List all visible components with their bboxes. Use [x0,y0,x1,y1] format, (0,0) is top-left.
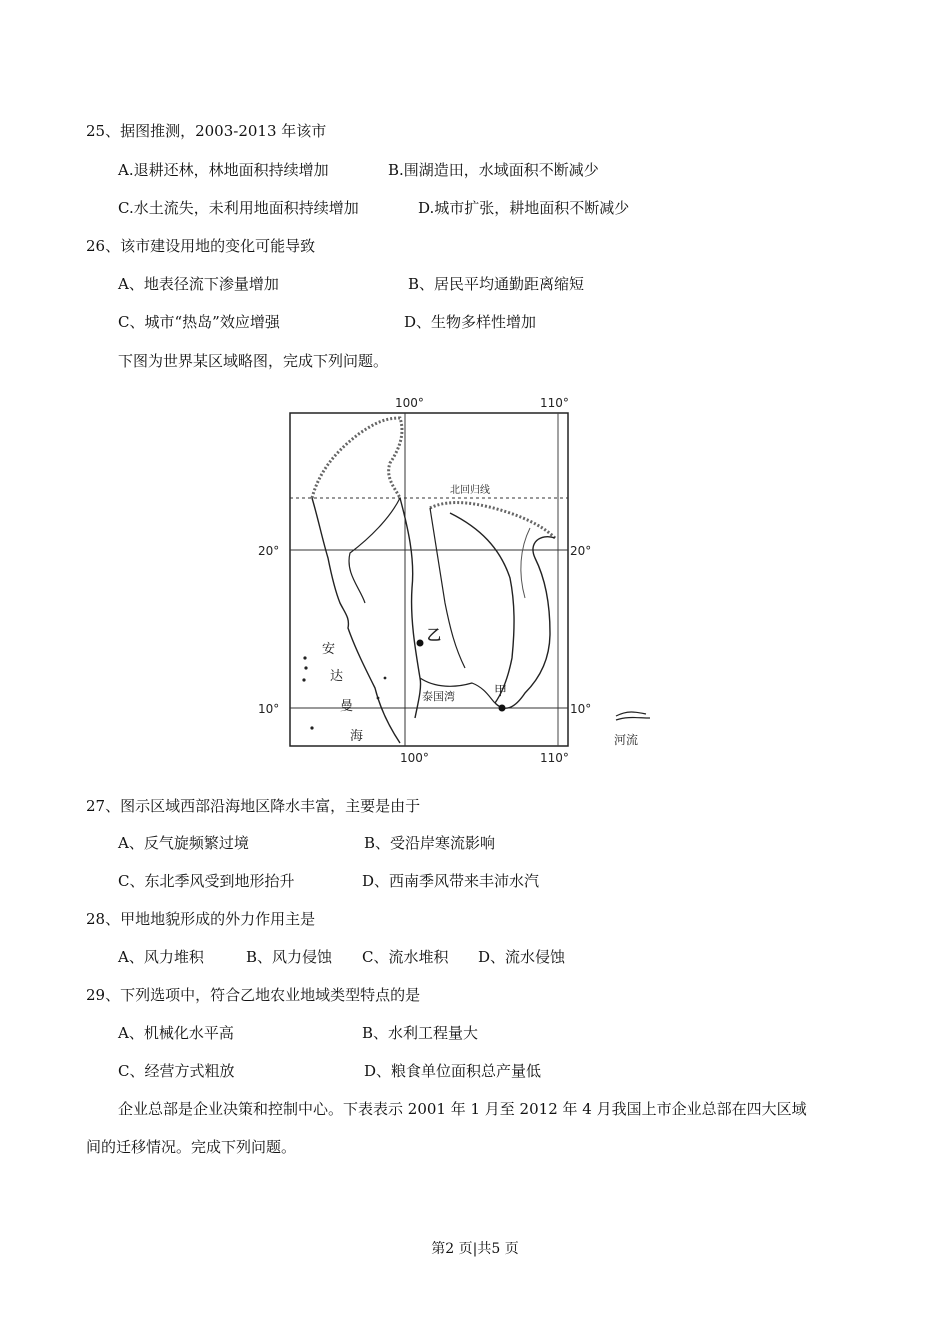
map-intro: 下图为世界某区域略图，完成下列问题。 [118,352,389,370]
point-yi-marker [417,640,424,647]
label-point-jia: 甲 [494,684,508,699]
label-gulf: 泰国湾 [422,690,455,703]
island [302,678,305,681]
q29-option-d: D、粮食单位面积总产量低 [364,1062,542,1080]
label-point-yi: 乙 [427,628,441,644]
q26-option-b: B、居民平均通勤距离缩短 [408,275,585,293]
island [310,726,313,729]
q27-stem: 27、图示区域西部沿海地区降水丰富，主要是由于 [86,797,421,815]
label-lat-20-left: 20° [258,544,280,558]
q28-option-b: B、风力侵蚀 [246,948,333,966]
q29-option-c: C、经营方式粗放 [118,1062,235,1080]
table-intro-line-2: 间的迁移情况。完成下列问题。 [86,1138,297,1156]
q29-option-a: A、机械化水平高 [118,1024,234,1042]
label-tropic: 北回归线 [450,485,490,496]
q25-option-b: B.围湖造田，水域面积不断减少 [388,161,599,179]
salween-border [400,498,421,718]
q27-option-d: D、西南季风带来丰沛水汽 [362,872,540,890]
q25-option-d: D.城市扩张，耕地面积不断减少 [418,199,630,217]
label-lat-10-left: 10° [258,702,280,716]
label-sea-2: 达 [330,669,344,684]
label-lon-110-top: 110° [540,396,569,410]
island [384,677,387,680]
q25-option-a: A.退耕还林，林地面积持续增加 [118,161,329,179]
q28-option-a: A、风力堆积 [118,948,204,966]
north-border-hatch [312,418,402,498]
label-lon-110-bottom: 110° [540,751,569,765]
q28-option-c: C、流水堆积 [362,948,449,966]
vietnam-border [521,528,530,598]
mekong-river [450,513,514,703]
q27-option-b: B、受沿岸寒流影响 [364,834,496,852]
legend-river-icon [616,712,650,720]
q28-option-d: D、流水侵蚀 [478,948,566,966]
q29-option-b: B、水利工程量大 [362,1024,479,1042]
q26-option-a: A、地表径流下渗量增加 [118,275,279,293]
region-map [250,388,680,768]
legend-river-label: 河流 [614,733,639,747]
label-lon-100-top: 100° [395,396,424,410]
east-border-hatch [430,503,555,538]
label-lon-100-bottom: 100° [400,751,429,765]
island [304,666,307,669]
q27-option-a: A、反气旋频繁过境 [118,834,249,852]
table-intro-line-1: 企业总部是企业决策和控制中心。下表表示 2001 年 1 月至 2012 年 4 月我国上市企业总部在四大区域 [118,1100,807,1118]
q26-stem: 26、该市建设用地的变化可能导致 [86,237,316,255]
q29-stem: 29、下列选项中，符合乙地农业地域类型特点的是 [86,986,421,1004]
q26-option-d: D、生物多样性增加 [404,313,537,331]
island [377,697,380,700]
q25-stem: 25、据图推测，2003-2013 年该市 [86,122,327,140]
island [303,656,306,659]
page-footer: 第2 页|共5 页 [431,1241,519,1257]
q28-stem: 28、甲地地貌形成的外力作用主是 [86,910,316,928]
q27-option-c: C、东北季风受到地形抬升 [118,872,295,890]
point-jia-marker [499,705,506,712]
label-sea-3: 曼 [340,699,354,714]
q26-option-c: C、城市“热岛”效应增强 [118,313,280,331]
label-sea-4: 海 [350,729,364,744]
chao-phraya-river [430,508,465,668]
label-lat-20-right: 20° [570,544,592,558]
west-coastline [312,498,400,743]
q25-option-c: C.水土流失，未利用地面积持续增加 [118,199,359,217]
label-sea-1: 安 [322,642,336,657]
label-lat-10-right: 10° [570,702,592,716]
